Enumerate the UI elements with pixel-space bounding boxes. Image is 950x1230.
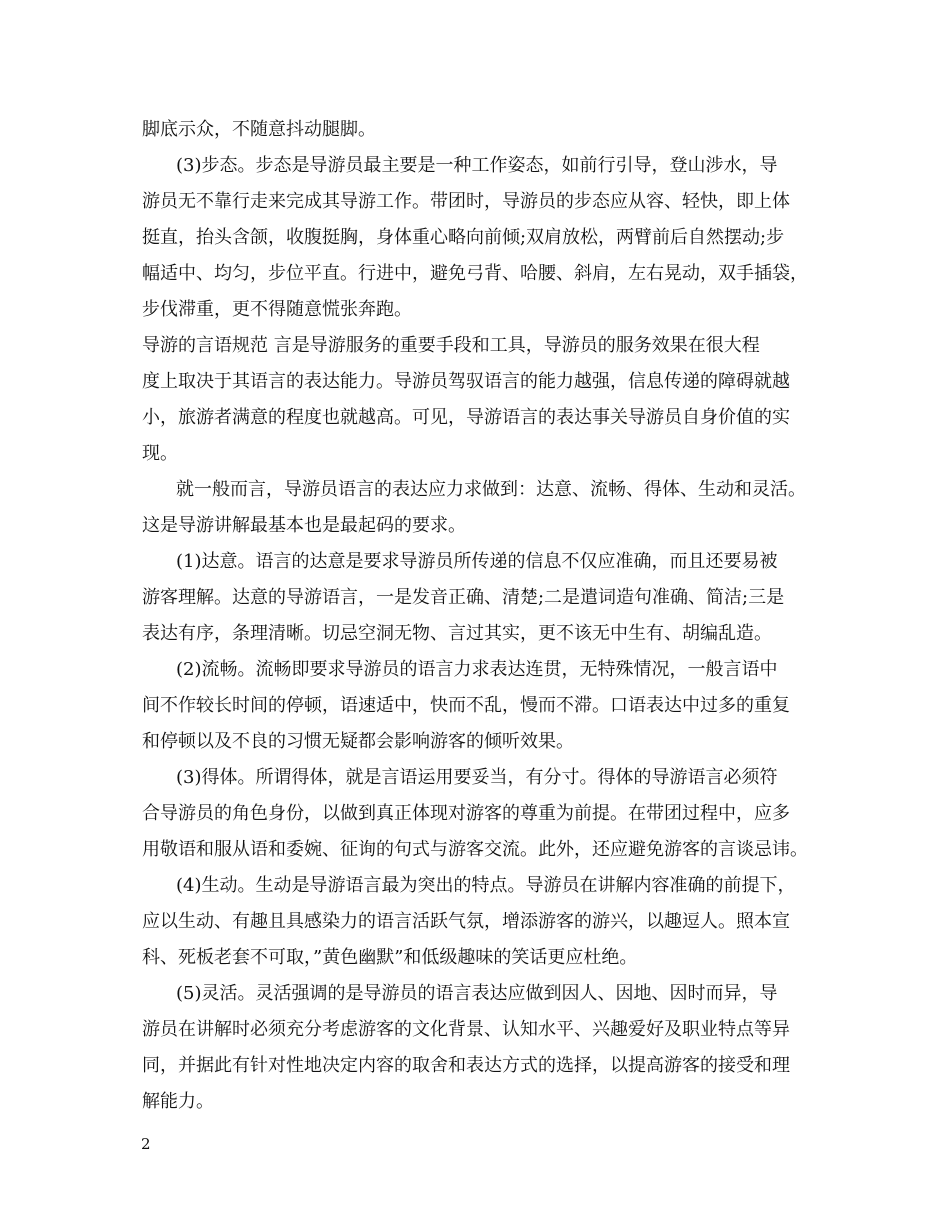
text-line: 间不作较长时间的停顿，语速适中，快而不乱，慢而不滞。口语表达中过多的重复 xyxy=(142,695,790,716)
page-number: 2 xyxy=(141,1135,151,1153)
text-line: 应以生动、有趣且具感染力的语言活跃气氛，增添游客的游兴，以趣逗人。照本宣 xyxy=(142,911,790,932)
text-line: 解能力。 xyxy=(142,1091,214,1112)
text-line: 小，旅游者满意的程度也就越高。可见，导游语言的表达事关导游员自身价值的实 xyxy=(142,407,790,428)
text-line: 导游的言语规范 言是导游服务的重要手段和工具，导游员的服务效果在很大程 xyxy=(142,335,760,356)
text-line: 用敬语和服从语和委婉、征询的句式与游客交流。此外，还应避免游客的言谈忌讳。 xyxy=(142,839,808,860)
text-line: 度上取决于其语言的表达能力。导游员驾驭语言的能力越强，信息传递的障碍就越 xyxy=(142,371,790,392)
text-line: 游客理解。达意的导游语言，一是发音正确、清楚;二是遣词造句准确、简洁;三是 xyxy=(142,587,785,608)
text-line: 合导游员的角色身份，以做到真正体现对游客的尊重为前提。在带团过程中，应多 xyxy=(142,803,790,824)
text-line: (1)达意。语言的达意是要求导游员所传递的信息不仅应准确，而且还要易被 xyxy=(176,551,778,572)
text-line: 幅适中、均匀，步位平直。行进中，避免弓背、哈腰、斜肩，左右晃动，双手插袋， xyxy=(142,263,808,284)
text-line: 游员在讲解时必须充分考虑游客的文化背景、认知水平、兴趣爱好及职业特点等异 xyxy=(142,1019,790,1040)
text-line: (3)步态。步态是导游员最主要是一种工作姿态，如前行引导，登山涉水，导 xyxy=(176,155,778,176)
text-line: 科、死板老套不可取，”黄色幽默”和低级趣味的笑话更应杜绝。 xyxy=(142,947,638,968)
text-line: 同，并据此有针对性地决定内容的取舍和表达方式的选择，以提高游客的接受和理 xyxy=(142,1055,790,1076)
text-line: 步伐滞重，更不得随意慌张奔跑。 xyxy=(142,299,412,320)
text-line: 游员无不靠行走来完成其导游工作。带团时，导游员的步态应从容、轻快，即上体 xyxy=(142,191,790,212)
text-line: 脚底示众，不随意抖动腿脚。 xyxy=(142,119,376,140)
text-line: 和停顿以及不良的习惯无疑都会影响游客的倾听效果。 xyxy=(142,731,574,752)
text-line: 表达有序，条理清晰。切忌空洞无物、言过其实，更不该无中生有、胡编乱造。 xyxy=(142,623,772,644)
text-line: (3)得体。所谓得体，就是言语运用要妥当，有分寸。得体的导游语言必须符 xyxy=(176,767,778,788)
text-line: 就一般而言，导游员语言的表达应力求做到：达意、流畅、得体、生动和灵活。 xyxy=(176,479,806,500)
text-line: (5)灵活。灵活强调的是导游员的语言表达应做到因人、因地、因时而异，导 xyxy=(176,983,778,1004)
text-line: 挺直，抬头含颌，收腹挺胸，身体重心略向前倾;双肩放松，两臂前后自然摆动;步 xyxy=(142,227,785,248)
text-line: (4)生动。生动是导游语言最为突出的特点。导游员在讲解内容准确的前提下， xyxy=(176,875,796,896)
text-line: (2)流畅。流畅即要求导游员的语言力求表达连贯，无特殊情况，一般言语中 xyxy=(176,659,778,680)
text-line: 现。 xyxy=(142,443,178,464)
text-line: 这是导游讲解最基本也是最起码的要求。 xyxy=(142,515,466,536)
